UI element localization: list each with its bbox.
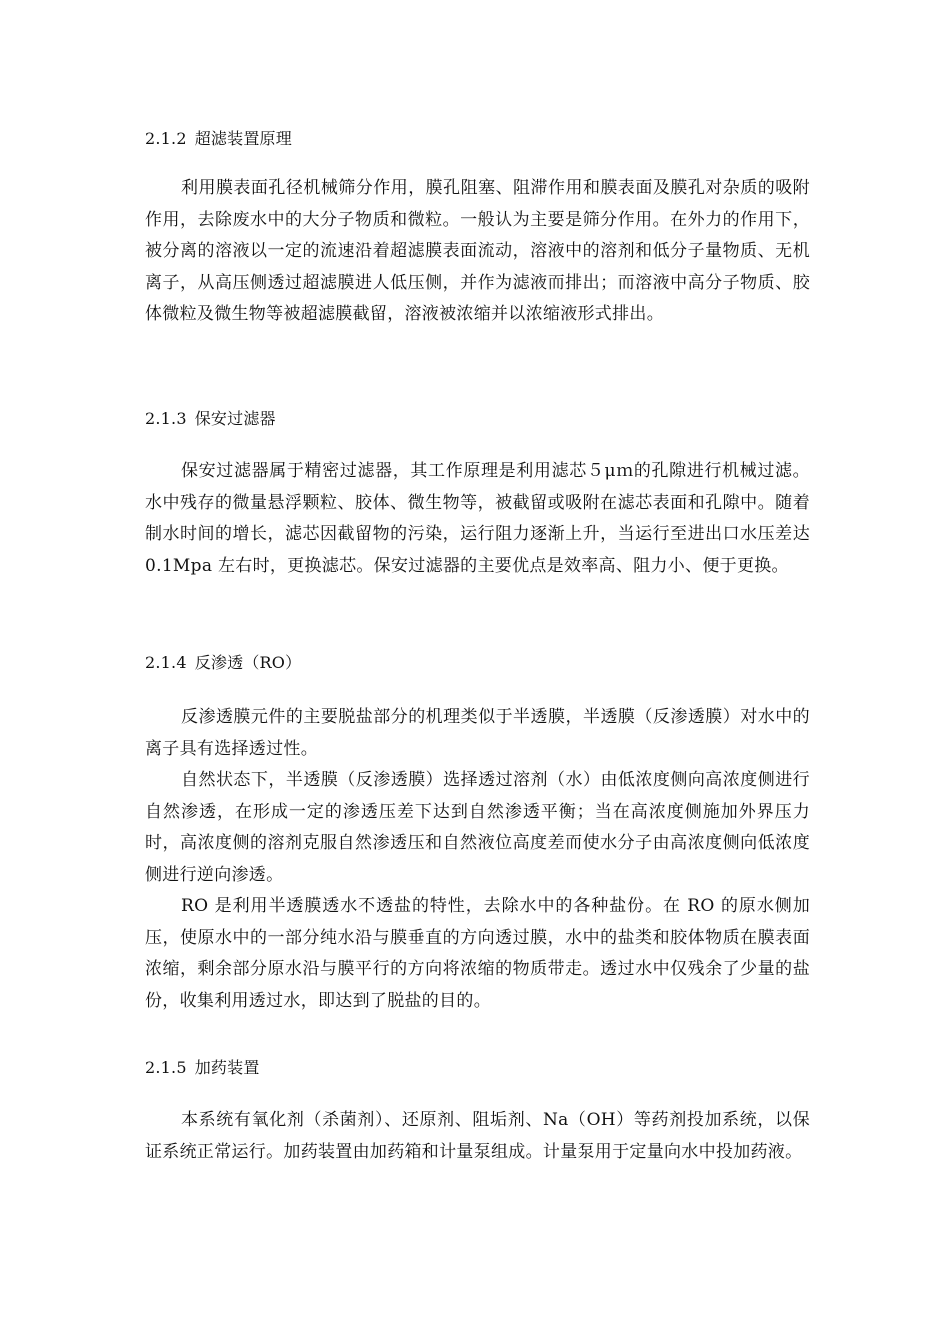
paragraph: RO 是利用半透膜透水不透盐的特性，去除水中的各种盐份。在 RO 的原水侧加压，使原水中的一部分纯水沿与膜垂直的方向透过膜，水中的盐类和胶体物质在膜表面浓缩，剩余部分原水沿与膜平行的方向将浓缩的物质带走。透过水中仅残余了少量的盐份，收集利用透过水，即达到了脱盐的目的。 <box>145 896 810 1011</box>
paragraph: 保安过滤器属于精密过滤器，其工作原理是利用滤芯５μｍ的孔隙进行机械过滤。水中残存的微量悬浮颗粒、胶体、微生物等，被截留或吸附在滤芯表面和孔隙中。随着制水时间的增长，滤芯因截留物的污染，运行阻力逐渐上升，当运行至进出口水压差达 0.1Mpa 左右时，更换滤芯。保安过滤器的主要优点是效率高、阻力小、便于更换。 <box>145 461 810 576</box>
section-heading-2-1-3 <box>145 407 276 431</box>
paragraph: 本系统有氧化剂（杀菌剂）、还原剂、阻垢剂、Na（OH）等药剂投加系统，以保证系统正常运行。加药装置由加药箱和计量泵组成。计量泵用于定量向水中投加药液。 <box>145 1110 810 1162</box>
section-number: 2.1.3 <box>145 409 187 428</box>
section-title: 反渗透（RO） <box>194 653 302 672</box>
section-number: 2.1.5 <box>145 1058 187 1077</box>
section-number: 2.1.4 <box>145 653 187 672</box>
section-title: 保安过滤器 <box>194 409 276 428</box>
section-title: 超滤装置原理 <box>194 129 292 148</box>
section-number: 2.1.2 <box>145 129 187 148</box>
paragraph: 利用膜表面孔径机械筛分作用，膜孔阻塞、阻滞作用和膜表面及膜孔对杂质的吸附作用，去除废水中的大分子物质和微粒。一般认为主要是筛分作用。在外力的作用下，被分离的溶液以一定的流速沿着超滤膜表面流动，溶液中的溶剂和低分子量物质、无机离子，从高压侧透过超滤膜进人低压侧，并作为滤液而排出；而溶液中高分子物质、胶体微粒及微生物等被超滤膜截留，溶液被浓缩并以浓缩液形式排出。 <box>145 178 810 324</box>
paragraph: 自然状态下，半透膜（反渗透膜）选择透过溶剂（水）由低浓度侧向高浓度侧进行自然渗透，在形成一定的渗透压差下达到自然渗透平衡；当在高浓度侧施加外界压力时，高浓度侧的溶剂克服自然渗透压和自然液位高度差而使水分子由高浓度侧向低浓度侧进行逆向渗透。 <box>145 770 810 885</box>
section-heading-2-1-5 <box>145 1056 260 1080</box>
section-title: 加药装置 <box>194 1058 260 1077</box>
section-heading-2-1-4 <box>145 651 301 675</box>
section-heading-2-1-2 <box>145 127 292 151</box>
paragraph: 反渗透膜元件的主要脱盐部分的机理类似于半透膜，半透膜（反渗透膜）对水中的离子具有选择透过性。 <box>145 707 810 759</box>
